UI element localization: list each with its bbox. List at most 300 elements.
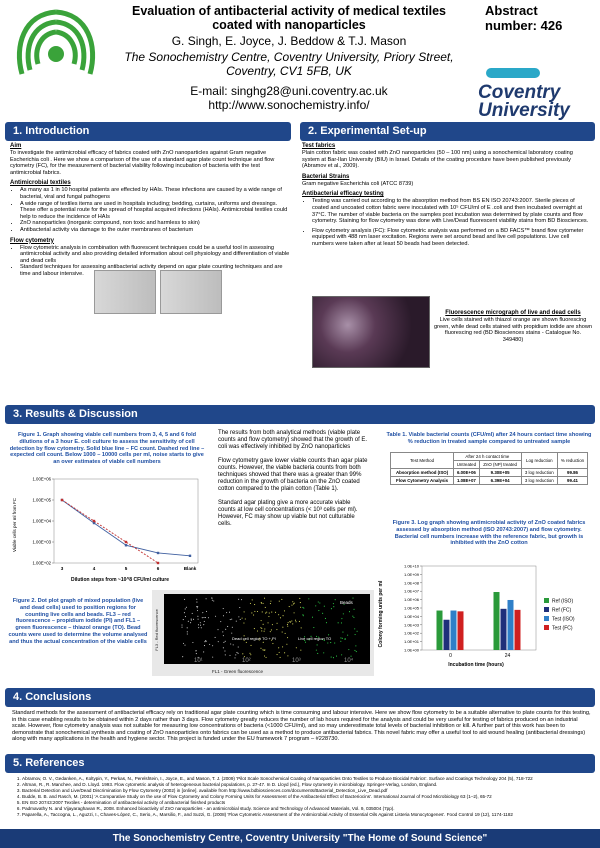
- dotplot-dot: [356, 651, 357, 652]
- dotplot-dot: [198, 624, 199, 625]
- results-heading: 3. Results & Discussion: [5, 405, 595, 424]
- dotplot-dot: [233, 644, 234, 645]
- fig3-bar: [501, 609, 507, 650]
- dotplot-dot: [355, 645, 356, 646]
- dotplot-dot: [352, 598, 353, 599]
- micrograph-text: Live cells stained with thiazol orange are shown fluorescing green, while dead cells stained with propidium iodide are shown fluorescing red (BD Biosciences stains - Catalogue No. 349480): [434, 317, 592, 343]
- figure2-svg: [152, 590, 374, 676]
- dotplot-dot: [195, 650, 196, 651]
- dotplot-dot: [261, 630, 262, 631]
- fig1-ytick-label: 1.00E+02: [32, 560, 51, 566]
- dotplot-dot: [330, 642, 331, 643]
- flow-title: Flow cytometry: [10, 237, 55, 244]
- dotplot-dot: [283, 615, 284, 616]
- dotplot-dot: [196, 653, 197, 654]
- dotplot-dot: [197, 610, 198, 611]
- dotplot-dot: [184, 612, 185, 613]
- dotplot-dot: [197, 616, 198, 617]
- fig1-xtick-label: 5: [124, 566, 128, 571]
- dotplot-dot: [181, 627, 182, 628]
- fig1-ytick-label: 1.00E+05: [32, 497, 51, 503]
- dotplot-dot: [261, 628, 262, 629]
- dotplot-dot: [212, 600, 213, 601]
- dotplot-dot: [326, 622, 327, 623]
- fig3-ytick-label: 1.0E+07: [403, 588, 419, 594]
- fig3-ytick-label: 1.0E+02: [403, 630, 419, 636]
- dotplot-dot: [231, 633, 232, 634]
- dotplot-dot: [342, 638, 343, 639]
- fig1-ytick-label: 1.00E+04: [32, 518, 51, 524]
- dotplot-dot: [305, 642, 306, 643]
- reference-item: 6. Padmavathy N. and Vijayaraghavan R., 2008. Enhanced bioactivity of ZnO nanoparticles - an antimicrobial study. Science and Technology of Advanced Materials, Vol. 9, 035004 (7pp).: [22, 806, 594, 812]
- dotplot-dot: [340, 637, 341, 638]
- table-header-treated: ZnO (NP) treated: [479, 461, 521, 469]
- fig3-bar: [437, 611, 443, 650]
- dotplot-dot: [183, 643, 184, 644]
- dotplot-dot: [348, 649, 349, 650]
- figure3-caption: Figure 3. Log graph showing antimicrobial activity of ZnO coated fabrics assessed by absorption method (ISO 20743:2007) and flow cytometry. Bacterial cell numbers increase with the reference fabric, but growth is inhibited with the ZnO cotton: [392, 520, 586, 547]
- fig3-legend-swatch: [544, 616, 549, 621]
- fabrics-text: Plain cotton fabric was coated with ZnO nanoparticles (50 – 100 nm) using a sonochemical laboratory coating system at Bar-Ilan University (BIU) in Israel. Details of the coating procedure have been published previously (Abramov et al., 2009).: [302, 150, 573, 170]
- dotplot-dot: [220, 621, 221, 622]
- sonochemistry-logo: [6, 4, 106, 108]
- dotplot-dot: [240, 619, 241, 620]
- dotplot-dot: [343, 613, 344, 614]
- dotplot-dot: [341, 654, 342, 655]
- dotplot-dot: [190, 622, 191, 623]
- dotplot-dot: [266, 612, 267, 613]
- dotplot-dot: [229, 612, 230, 613]
- fig1-data-point: [61, 499, 63, 501]
- dotplot-dot: [281, 599, 282, 600]
- dotplot-dot: [200, 622, 201, 623]
- dotplot-dot: [205, 617, 206, 618]
- dotplot-tick: 10⁴: [344, 658, 354, 664]
- dotplot-dot: [181, 624, 182, 625]
- figure3-chart: [376, 562, 596, 670]
- reference-item: 7. Paparella, A., Taccogna, L., Aguzzi, I., Chaves-López, C., Serio, A., Marsilio, F., and Suzzi, G. (2008) 'Flow Cytometric Assessment of the Antimicrobial Activity of Essential Oils Against Listeria Monocytogenes'. Food Control 19 (12), 1174-1182: [22, 812, 594, 818]
- dotplot-dot: [300, 602, 301, 603]
- fig1-data-point: [125, 544, 127, 546]
- dotplot-dot: [335, 599, 336, 600]
- dotplot-dot: [261, 603, 262, 604]
- dotplot-dot: [236, 621, 237, 622]
- dotplot-dot: [301, 627, 302, 628]
- fig1-xtick-label: Blank: [183, 566, 197, 571]
- dotplot-dot: [336, 656, 337, 657]
- dotplot-dot: [265, 607, 266, 608]
- dotplot-dot: [295, 621, 296, 622]
- figure2-caption: Figure 2. Dot plot graph of mixed population (live and dead cells) used to position regions for counting live cells and beads. FL3 – red fluorescence – propidium iodide (PI) and FL1 – green fluorescence – thiazol orange (TO). Bead counts were used to determine the volume analysed and thus the actual concentration of the viable cells: [8, 598, 148, 645]
- dotplot-dot: [347, 635, 348, 636]
- fig1-data-point: [125, 541, 127, 543]
- dotplot-dot: [223, 615, 224, 616]
- micrograph-title: Fluorescence micrograph of live and dead cells: [445, 310, 581, 316]
- dotplot-dot: [352, 616, 353, 617]
- coventry-logo-line2: University: [478, 100, 570, 121]
- dotplot-dot: [300, 607, 301, 608]
- dotplot-dot: [331, 608, 332, 609]
- dotplot-dot: [183, 619, 184, 620]
- dotplot-dot: [318, 601, 319, 602]
- dotplot-dot: [278, 647, 279, 648]
- dotplot-dot: [215, 616, 216, 617]
- dotplot-dot: [284, 610, 285, 611]
- dotplot-dot: [182, 656, 183, 657]
- dotplot-dot: [291, 621, 292, 622]
- authors: G. Singh, E. Joyce, J. Beddow & T.J. Mason: [171, 34, 407, 48]
- setup-heading: 2. Experimental Set-up: [300, 122, 595, 141]
- references-list: [22, 776, 594, 818]
- dotplot-dot: [294, 603, 295, 604]
- efficacy-title: Antibacterial efficacy testing: [302, 191, 384, 198]
- dotplot-dot: [312, 617, 313, 618]
- discussion-p1: The results from both analytical methods (viable plate counts and flow cytometry) showed that the growth of E. coli was effectively inhibited by ZnO nanoparticles: [218, 430, 368, 451]
- dotplot-dot: [217, 629, 218, 630]
- fig3-ytick-label: 1.0E+04: [403, 613, 419, 619]
- dotplot-dot: [223, 642, 224, 643]
- dotplot-dot: [268, 616, 269, 617]
- dotplot-dot: [342, 632, 343, 633]
- fig3-ytick-label: 1.0E+10: [403, 563, 419, 569]
- dotplot-dot: [238, 616, 239, 617]
- fig3-legend-swatch: [544, 607, 549, 612]
- dotplot-dot: [263, 603, 264, 604]
- dotplot-dot: [226, 612, 227, 613]
- dotplot-dot: [209, 644, 210, 645]
- dotplot-dot: [242, 653, 243, 654]
- contact: [118, 84, 460, 112]
- table1: [390, 452, 588, 485]
- dotplot-dot: [277, 623, 278, 624]
- table1-caption: Table 1. Viable bacterial counts (CFU/ml) after 24 hours contact time showing % reduction in treated sample compared to untreated sample: [386, 432, 592, 445]
- dotplot-dot: [198, 627, 199, 628]
- list-item: • ZnO nanoparticles (inorganic compound, non toxic and harmless to skin): [20, 220, 290, 227]
- dotplot-dot: [317, 653, 318, 654]
- dotplot-dot: [269, 612, 270, 613]
- dotplot-dot: [287, 637, 288, 638]
- dotplot-dot: [230, 643, 231, 644]
- dotplot-dot: [295, 620, 296, 621]
- dotplot-dot: [245, 618, 246, 619]
- dotplot-dot: [357, 631, 358, 632]
- dotplot-dot: [187, 633, 188, 634]
- table-header-method: Test Method: [391, 453, 454, 469]
- dotplot-dot: [263, 624, 264, 625]
- dotplot-dot: [238, 599, 239, 600]
- fig3-plot-area: [404, 564, 575, 660]
- dotplot-dot: [355, 634, 356, 635]
- dotplot-dot: [239, 607, 240, 608]
- dotplot-dot: [197, 606, 198, 607]
- dotplot-dot: [324, 606, 325, 607]
- dotplot-dot: [303, 608, 304, 609]
- fig3-xtick-label: 0: [449, 653, 452, 659]
- dotplot-dot: [289, 606, 290, 607]
- dotplot-dot: [225, 629, 226, 630]
- dotplot-dot: [250, 645, 251, 646]
- abstract-number: [485, 3, 600, 33]
- dotplot-dot: [215, 637, 216, 638]
- fig3-xlabel: Incubation time (hours): [448, 662, 504, 668]
- dotplot-dot: [325, 618, 326, 619]
- dotplot-dot: [313, 627, 314, 628]
- dotplot-dot: [280, 657, 281, 658]
- dotplot-dot: [282, 627, 283, 628]
- efficacy-list: [302, 198, 592, 247]
- fig1-data-point: [157, 562, 159, 564]
- dotplot-dot: [353, 609, 354, 610]
- dotplot-dot: [284, 652, 285, 653]
- dotplot-dot: [327, 642, 328, 643]
- dotplot-dot: [267, 622, 268, 623]
- dotplot-dot: [338, 622, 339, 623]
- dotplot-tick: 10¹: [194, 658, 203, 664]
- figure1-chart: [8, 473, 208, 585]
- dotplot-dot: [196, 606, 197, 607]
- figure1-svg: [8, 473, 208, 585]
- dotplot-dot: [264, 598, 265, 599]
- dotplot-dot: [278, 614, 279, 615]
- dotplot-dot: [288, 622, 289, 623]
- discussion-p2: Flow cytometry gave lower viable counts than agar plate counts. However, the viable bacteria counts from both techniques showed that there was a greater than 99% reduction in the growth of bacteria on the ZnO coated cotton compared to the plain cotton (Table 1).: [218, 457, 368, 493]
- dotplot-dot: [354, 628, 355, 629]
- dotplot-dot: [319, 602, 320, 603]
- dotplot-dot: [223, 608, 224, 609]
- dotplot-dot: [205, 640, 206, 641]
- dotplot-dot: [316, 650, 317, 651]
- dotplot-dot: [264, 655, 265, 656]
- fig1-ytick-label: 1.00E+06: [32, 476, 51, 482]
- beads-label: Beads: [340, 600, 353, 605]
- figure2-dotplot: [152, 590, 374, 676]
- textiles-title: Antimicrobial textiles: [10, 180, 71, 187]
- reference-item: 3. Bacterial Detection and Live/Dead Discrimination by Flow Cytometry (2002) in [online]. available from http://www.bdbiosciences.com/documents/Bacterial_Detection_Live_Dead.pdf: [22, 788, 594, 794]
- dotplot-dot: [191, 619, 192, 620]
- dotplot-dot: [261, 620, 262, 621]
- dotplot-dot: [270, 631, 271, 632]
- dotplot-dot: [354, 650, 355, 651]
- coventry-logo-graphic: [478, 66, 548, 80]
- dotplot-dot: [315, 605, 316, 606]
- dotplot-dot: [251, 612, 252, 613]
- dotplot-dot: [353, 617, 354, 618]
- dotplot-dot: [241, 599, 242, 600]
- dotplot-dot: [263, 642, 264, 643]
- dotplot-dot: [286, 644, 287, 645]
- dotplot-dot: [230, 619, 231, 620]
- dotplot-dot: [206, 611, 207, 612]
- dotplot-dot: [254, 628, 255, 629]
- dotplot-dot: [333, 606, 334, 607]
- figure3-svg: [376, 562, 596, 670]
- fig1-frame: [54, 479, 198, 563]
- dotplot-dot: [318, 610, 319, 611]
- dotplot-dot: [185, 616, 186, 617]
- dotplot-dot: [234, 657, 235, 658]
- dotplot-dot: [222, 631, 223, 632]
- fig3-bar: [444, 620, 450, 650]
- fig3-ytick-label: 1.0E+09: [403, 571, 419, 577]
- reference-item: 5. EN ISO 20743:2007 Textiles - determination of antibacterial activity of antibacterial finished products: [22, 800, 594, 806]
- dotplot-dot: [188, 621, 189, 622]
- dotplot-dot: [340, 641, 341, 642]
- dotplot-dot: [225, 641, 226, 642]
- dotplot-dot: [280, 617, 281, 618]
- table-header-untreated: Untreated: [454, 461, 480, 469]
- dotplot-dot: [236, 652, 237, 653]
- dotplot-dot: [218, 641, 219, 642]
- dotplot-dot: [191, 620, 192, 621]
- dotplot-dot: [260, 648, 261, 649]
- dotplot-dot: [299, 621, 300, 622]
- coventry-logo-line1: Coventry: [478, 82, 561, 103]
- dotplot-dot: [203, 624, 204, 625]
- dotplot-dot: [252, 599, 253, 600]
- website-url[interactable]: http://www.sonochemistry.info/: [208, 98, 370, 112]
- dotplot-dot: [270, 603, 271, 604]
- discussion: [218, 430, 368, 528]
- dotplot-dot: [193, 619, 194, 620]
- fig1-data-point: [157, 552, 159, 554]
- dotplot-dot: [260, 627, 261, 628]
- dotplot-dot: [257, 630, 258, 631]
- dotplot-dot: [200, 625, 201, 626]
- fig3-ylabel: Colony forming units per ml: [378, 580, 384, 648]
- dead-region-label: Dead cell region TO + PI: [232, 636, 276, 641]
- fig3-bar: [451, 611, 457, 650]
- dotplot-ylabel: FL3 - Red fluorescence: [154, 609, 159, 651]
- dotplot-dot: [322, 613, 323, 614]
- dotplot-dot: [264, 631, 265, 632]
- dotplot-dot: [345, 639, 346, 640]
- dotplot-dot: [341, 618, 342, 619]
- dotplot-dot: [264, 628, 265, 629]
- dotplot-dot: [276, 629, 277, 630]
- footer: The Sonochemistry Centre, Coventry University "The Home of Sound Science": [0, 829, 600, 848]
- dotplot-dot: [277, 654, 278, 655]
- dotplot-dot: [244, 611, 245, 612]
- dotplot-dot: [302, 607, 303, 608]
- fig1-data-point: [189, 555, 191, 557]
- fabrics-title: Test fabrics: [302, 143, 336, 149]
- dotplot-dot: [285, 633, 286, 634]
- abstract-label: Abstract: [485, 3, 538, 18]
- fig1-xtick-label: 6: [156, 566, 160, 571]
- list-item: • A wide range of textiles items are used in hospitals including; bedding, curtains, uniforms and dressings. These offer a potential route for the spread of hospital acquired infections (HAIs). Antimicrobial textiles could help to reduce the incidence of HAIs: [20, 201, 290, 221]
- dotplot-dot: [265, 657, 266, 658]
- institution-line1: The Sonochemistry Centre, Coventry University, Priory Street,: [124, 50, 454, 64]
- fig1-ylabel: Viable cells per ml from FC: [12, 498, 17, 552]
- dotplot-dot: [275, 612, 276, 613]
- dotplot-dot: [271, 612, 272, 613]
- aim-text: To investigate the antimicrobial efficacy of fabrics coated with ZnO nanoparticles against Gram negative Escherichia coli . Here we show a comparison of the use of a standard agar plate count technique and flow cytometry (FC), for the measurement of bacterial viability following incubation of bacteria with the test antimicrobial fabrics.: [10, 150, 275, 176]
- references-heading: 5. References: [5, 754, 595, 773]
- dotplot-dot: [208, 617, 209, 618]
- fig1-xlabel: Dilution steps from ~10^8 CFU/ml culture: [70, 577, 170, 583]
- table-header-group: After 24 h contact time: [454, 453, 521, 461]
- dotplot-dot: [257, 611, 258, 612]
- dotplot-dot: [196, 599, 197, 600]
- fig3-bar: [458, 611, 464, 650]
- dotplot-dot: [294, 612, 295, 613]
- list-item: • As many as 1 in 10 hospital patients are effected by HAIs. These infections are caused by a wide range of bacterial, viral and fungal pathogens: [20, 187, 290, 200]
- dotplot-dot: [253, 614, 254, 615]
- dotplot-dot: [303, 615, 304, 616]
- coventry-logo: [478, 66, 598, 120]
- list-item: • Testing was carried out according to the absorption method from BS EN ISO 20743:2007. Sterile pieces of coated and uncoated cotton fabric were inoculated with 10⁵ CFU/ml of E .coli and then incubated overnight at 37°C. The number of viable bacteria on the samples post incubation was determined by plate counts and flow cytometry. Staining for flow cytometry was done with Live/Dead fluorescent viability stains from BD Biosciences.: [312, 198, 592, 224]
- dotplot-dot: [203, 617, 204, 618]
- dotplot-dot: [292, 623, 293, 624]
- dotplot-dot: [202, 612, 203, 613]
- fig3-legend-label: Test (FC): [552, 625, 573, 632]
- fig3-legend-label: Test (ISO): [552, 616, 575, 623]
- dotplot-dot: [235, 654, 236, 655]
- dotplot-dot: [223, 635, 224, 636]
- dotplot-dot: [262, 611, 263, 612]
- fig3-bar: [494, 592, 500, 650]
- dotplot-dot: [279, 652, 280, 653]
- dotplot-dot: [254, 604, 255, 605]
- setup-section: [302, 143, 592, 248]
- dotplot-dot: [250, 654, 251, 655]
- dotplot-dot: [291, 605, 292, 606]
- dotplot-dot: [272, 643, 273, 644]
- aim-title: Aim: [10, 143, 22, 149]
- fig1-plot-area: [32, 477, 198, 572]
- fig1-xtick-label: 3: [60, 566, 64, 571]
- table-header-log: Log reduction: [521, 453, 557, 469]
- dotplot-dot: [272, 624, 273, 625]
- dotplot-dot: [201, 627, 202, 628]
- dotplot-dot: [308, 598, 309, 599]
- dotplot-dot: [203, 651, 204, 652]
- dotplot-dot: [323, 652, 324, 653]
- dotplot-dot: [282, 631, 283, 632]
- dotplot-dot: [202, 617, 203, 618]
- figure1-caption: Figure 1. Graph showing viable cell numbers from 3, 4, 5 and 6 fold dilutions of a 3 hour E. coli culture to assess the sensitivity of cell detection by flow cytometry. Solid blue line – FC count. Dashed red line – expected cell count. Below 1000 – 10000 cells per ml, noise starts to give an over estimates of viable cell numbers: [9, 432, 205, 466]
- fig3-bar: [508, 600, 514, 650]
- fig3-legend-swatch: [544, 625, 549, 630]
- reference-item: 4. Budde, B. B. and Rasch, M. (2001) 'A Comparative Study on the use of Flow Cytometry and Colony Forming Units for Assessment of the Antibacterial Effect of Bacteriocins'. International Journal of Food Microbiology 63 (1–2), 65-72: [22, 794, 594, 800]
- dotplot-xlabel: FL1 - Green fluorescence: [212, 669, 264, 674]
- table-row: Absorption method (ISO) 6.00E+06 9.30E+05 3 log reduction 99.86: [391, 469, 588, 477]
- dotplot-dot: [317, 644, 318, 645]
- fig3-legend-swatch: [544, 598, 549, 603]
- dotplot-dot: [333, 657, 334, 658]
- dotplot-dot: [282, 646, 283, 647]
- reference-item: 1. Abramov, O. V., Gedanken, A., Koltypin, Y., Perkas, N., Perelshtein, I., Joyce, E., and Mason, T. J. (2009) 'Pilot Scale Sonochemical Coating of Nanoparticles Onto Textiles to Produce Biocidal Fabrics'. Surface and Coatings Technology 204 (5), 718-722: [22, 776, 594, 782]
- fig3-legend-label: Ref (FC): [552, 607, 572, 614]
- dotplot-dot: [232, 627, 233, 628]
- conclusions-text: Standard methods for the assessment of antibacterial efficacy rely on traditional agar plate counting which is time consuming and labour intensive. Here we show flow cytometry to be a suitable alternative to plate counts for this testing, in this case enabling results to be obtained within 2 days rather than 3 days. Flow cytometry greatly reduces the number of lab hours required for the analysis and could be very useful for testing of fabrics produced on an industrial scale. However, flow cytometry analysis was not suitable for measuring low concentrations of bacteria (<1000 CFU/ml), and so may underestimate total levels of bacterial inhibition or kill. A further part of this work has been to demonstrate that sonochemical synthesis and coating of ZnO nanoparticles onto fabrics can be used as a method to produce antibacterial fabrics. This novel fabric may offer a useful tool to aid wound healing (antibacterial dressings) along with many applications in the health and hygiene sector. This project is funded under the EU framework 7 program – #228730.: [12, 710, 591, 743]
- dotplot-dot: [349, 611, 350, 612]
- dotplot-dot: [341, 622, 342, 623]
- institution-line2: Coventry, CV1 5FB, UK: [226, 64, 352, 78]
- fig3-ytick-label: 1.0E+00: [403, 647, 419, 653]
- dotplot-dot: [192, 642, 193, 643]
- dotplot-dot: [204, 645, 205, 646]
- dotplot-dot: [238, 653, 239, 654]
- fig3-ytick-label: 1.0E+06: [403, 597, 419, 603]
- dotplot-dot: [293, 603, 294, 604]
- dotplot-dot: [246, 642, 247, 643]
- dotplot-dot: [262, 649, 263, 650]
- dotplot-dot: [254, 611, 255, 612]
- table-row: Flow Cytometry Analysis 1.08E+07 6.39E+04 3 log reduction 99.41: [391, 477, 588, 485]
- dotplot-tick: 10³: [292, 658, 301, 664]
- fig1-data-point: [93, 520, 95, 522]
